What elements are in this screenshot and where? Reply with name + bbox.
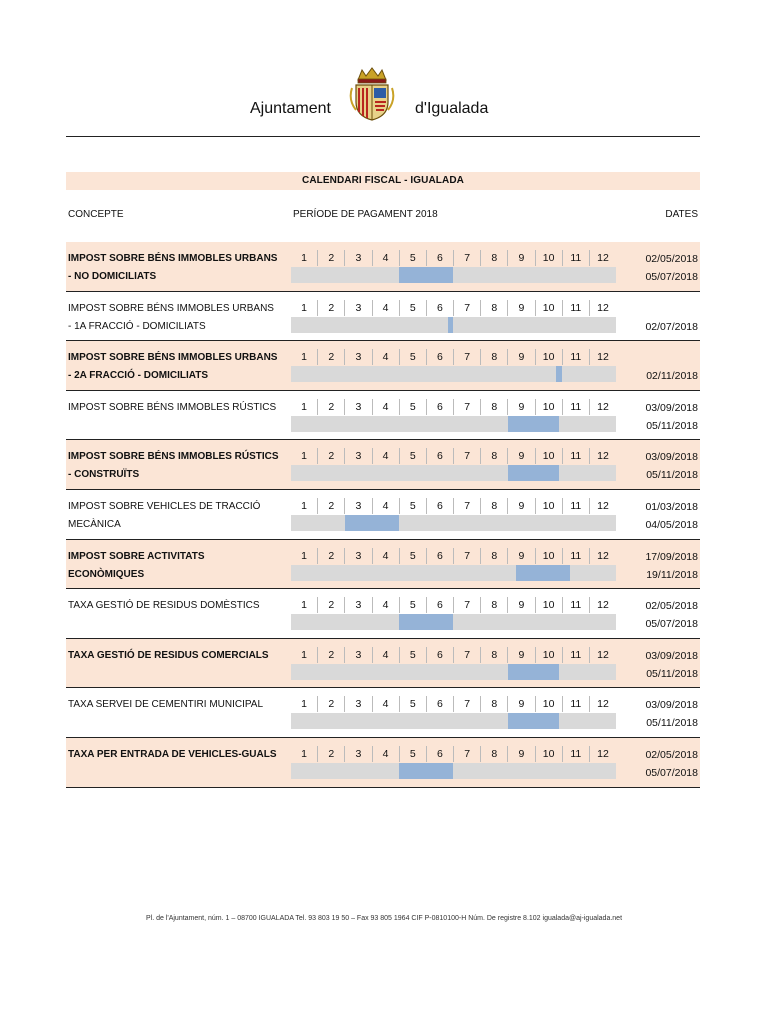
footer-address: Pl. de l'Ajuntament, núm. 1 – 08700 IGUALADA Tel. 93 803 19 50 – Fax 93 805 1964 CIF P-0810100-H Núm. De registre 8.102 igualada@aj-igualada.net <box>145 915 623 922</box>
month-label: 10 <box>536 597 563 613</box>
month-label: 11 <box>563 498 590 514</box>
month-label: 2 <box>318 548 345 564</box>
payment-period-track <box>291 267 616 283</box>
payment-dates: 02/11/2018 <box>646 370 698 383</box>
month-label: 3 <box>345 250 372 266</box>
month-label: 6 <box>427 250 454 266</box>
municipal-logo <box>250 66 520 126</box>
month-label: 9 <box>508 399 535 415</box>
tax-concept: IMPOST SOBRE BÉNS IMMOBLES RÚSTICS <box>68 401 277 413</box>
payment-dates: 03/09/2018 05/11/2018 <box>645 451 698 482</box>
month-label: 9 <box>508 448 535 464</box>
month-label: 6 <box>427 746 454 762</box>
month-label: 11 <box>563 548 590 564</box>
table-row <box>66 688 700 738</box>
month-label: 9 <box>508 647 535 663</box>
month-label: 6 <box>427 349 454 365</box>
tax-concept: IMPOST SOBRE ACTIVITATS ECONÒMIQUES <box>68 550 205 580</box>
payment-period-track <box>291 565 616 581</box>
month-label: 4 <box>373 399 400 415</box>
month-label: 10 <box>536 448 563 464</box>
column-header-dates: DATES <box>665 209 698 220</box>
payment-period-track <box>291 664 616 680</box>
payment-period-track <box>291 515 616 531</box>
month-label: 9 <box>508 349 535 365</box>
month-label: 5 <box>400 647 427 663</box>
payment-period-bar <box>508 713 559 729</box>
month-label: 6 <box>427 498 454 514</box>
month-label: 7 <box>454 647 481 663</box>
month-label: 1 <box>291 746 318 762</box>
table-row <box>66 341 700 391</box>
month-label: 2 <box>318 250 345 266</box>
month-label: 9 <box>508 696 535 712</box>
month-label: 4 <box>373 448 400 464</box>
month-label: 11 <box>563 647 590 663</box>
month-label: 9 <box>508 250 535 266</box>
payment-dates: 03/09/2018 05/11/2018 <box>645 649 698 680</box>
month-scale <box>291 399 616 415</box>
month-label: 11 <box>563 448 590 464</box>
month-label: 4 <box>373 349 400 365</box>
table-row <box>66 490 700 540</box>
month-label: 2 <box>318 300 345 316</box>
month-label: 9 <box>508 548 535 564</box>
month-scale <box>291 448 616 464</box>
month-scale <box>291 647 616 663</box>
month-label: 2 <box>318 399 345 415</box>
month-label: 2 <box>318 746 345 762</box>
month-label: 8 <box>481 746 508 762</box>
brand-text-right: d'Igualada <box>415 100 489 117</box>
tax-concept: IMPOST SOBRE VEHICLES DE TRACCIÓ MECÀNICA <box>68 500 261 530</box>
month-label: 9 <box>508 746 535 762</box>
month-label: 9 <box>508 498 535 514</box>
month-label: 2 <box>318 349 345 365</box>
month-label: 5 <box>400 300 427 316</box>
month-label: 4 <box>373 498 400 514</box>
month-label: 3 <box>345 498 372 514</box>
payment-dates: 17/09/2018 19/11/2018 <box>645 550 698 581</box>
month-label: 3 <box>345 399 372 415</box>
tax-concept: TAXA SERVEI DE CEMENTIRI MUNICIPAL <box>68 699 264 711</box>
payment-period-bar <box>556 366 561 382</box>
month-label: 7 <box>454 498 481 514</box>
payment-period-track <box>291 713 616 729</box>
month-label: 7 <box>454 548 481 564</box>
month-label: 7 <box>454 399 481 415</box>
month-label: 11 <box>563 696 590 712</box>
month-label: 12 <box>597 351 609 364</box>
month-label: 10 <box>536 746 563 762</box>
month-scale <box>291 250 616 266</box>
month-label: 12 <box>597 400 609 413</box>
month-label: 7 <box>454 250 481 266</box>
payment-period-bar <box>399 614 453 630</box>
month-label: 6 <box>427 399 454 415</box>
column-header-concept: CONCEPTE <box>68 209 124 220</box>
month-label: 12 <box>597 301 609 314</box>
month-label: 12 <box>597 450 609 463</box>
month-scale <box>291 498 616 514</box>
payment-period-bar <box>508 416 559 432</box>
month-label: 9 <box>508 597 535 613</box>
month-label: 11 <box>563 349 590 365</box>
month-label: 8 <box>481 647 508 663</box>
month-label: 8 <box>481 399 508 415</box>
table-row <box>66 440 700 490</box>
month-scale <box>291 746 616 762</box>
month-label: 12 <box>597 252 609 264</box>
payment-period-bar <box>399 763 453 779</box>
table-row <box>66 540 700 590</box>
month-label: 6 <box>427 448 454 464</box>
payment-period-track <box>291 763 616 779</box>
month-label: 12 <box>597 599 609 612</box>
payment-dates: 02/05/2018 05/07/2018 <box>645 600 698 631</box>
payment-period-track <box>291 366 616 382</box>
payment-period-bar <box>516 565 570 581</box>
month-label: 5 <box>400 597 427 613</box>
month-label: 11 <box>563 597 590 613</box>
month-label: 8 <box>481 448 508 464</box>
month-label: 8 <box>481 498 508 514</box>
month-label: 3 <box>345 548 372 564</box>
month-label: 7 <box>454 696 481 712</box>
month-label: 2 <box>318 597 345 613</box>
month-label: 7 <box>454 300 481 316</box>
table-row <box>66 589 700 639</box>
month-label: 3 <box>345 647 372 663</box>
payment-period-bar <box>399 267 453 283</box>
month-label: 7 <box>454 597 481 613</box>
tax-concept: IMPOST SOBRE BÉNS IMMOBLES RÚSTICS - CONSTRUÏTS <box>68 451 279 481</box>
month-scale <box>291 696 616 712</box>
month-label: 2 <box>318 448 345 464</box>
month-scale <box>291 597 616 613</box>
month-label: 5 <box>400 548 427 564</box>
table-row <box>66 639 700 689</box>
header-divider <box>66 136 700 137</box>
month-label: 8 <box>481 548 508 564</box>
month-scale <box>291 300 616 316</box>
month-label: 4 <box>373 300 400 316</box>
month-scale <box>291 548 616 564</box>
month-label: 3 <box>345 300 372 316</box>
month-label: 10 <box>536 300 563 316</box>
month-label: 5 <box>400 250 427 266</box>
month-label: 8 <box>481 597 508 613</box>
payment-period-track <box>291 416 616 432</box>
table-row <box>66 292 700 342</box>
month-label: 1 <box>291 250 318 266</box>
month-label: 6 <box>427 647 454 663</box>
brand-text-left: Ajuntament <box>250 100 331 117</box>
month-label: 1 <box>291 448 318 464</box>
month-label: 6 <box>427 548 454 564</box>
payment-period-track <box>291 614 616 630</box>
payment-dates: 01/03/2018 04/05/2018 <box>645 500 698 531</box>
month-label: 1 <box>291 498 318 514</box>
month-label: 3 <box>345 746 372 762</box>
month-label: 10 <box>536 349 563 365</box>
month-label: 1 <box>291 696 318 712</box>
month-label: 3 <box>345 349 372 365</box>
tax-concept: IMPOST SOBRE BÉNS IMMOBLES URBANS - 1A FRACCIÓ - DOMICILIATS <box>68 302 274 332</box>
month-label: 5 <box>400 399 427 415</box>
month-label: 4 <box>373 696 400 712</box>
payment-dates: 02/07/2018 <box>645 320 698 333</box>
column-header-period: PERÍODE DE PAGAMENT 2018 <box>293 209 438 220</box>
tax-concept: TAXA GESTIÓ DE RESIDUS COMERCIALS <box>68 649 269 661</box>
month-label: 5 <box>400 746 427 762</box>
month-label: 11 <box>563 746 590 762</box>
page-title: CALENDARI FISCAL - IGUALADA <box>66 172 700 190</box>
payment-dates: 02/05/2018 05/07/2018 <box>645 253 698 283</box>
table-row <box>66 391 700 441</box>
tax-concept: IMPOST SOBRE BÉNS IMMOBLES URBANS - NO DOMICILIATS <box>68 253 278 282</box>
month-label: 4 <box>373 548 400 564</box>
month-label: 11 <box>563 250 590 266</box>
month-label: 5 <box>400 349 427 365</box>
payment-period-bar <box>345 515 399 531</box>
month-label: 12 <box>597 499 609 512</box>
month-label: 4 <box>373 746 400 762</box>
month-label: 6 <box>427 597 454 613</box>
month-label: 5 <box>400 498 427 514</box>
tax-concept: TAXA GESTIÓ DE RESIDUS DOMÈSTICS <box>68 600 260 612</box>
month-label: 10 <box>536 548 563 564</box>
month-label: 5 <box>400 696 427 712</box>
fiscal-calendar-table <box>66 242 700 788</box>
month-label: 1 <box>291 597 318 613</box>
month-label: 12 <box>597 698 609 711</box>
tax-concept: IMPOST SOBRE BÉNS IMMOBLES URBANS - 2A FRACCIÓ - DOMICILIATS <box>68 352 278 382</box>
coat-of-arms-icon <box>348 66 396 122</box>
month-label: 8 <box>481 696 508 712</box>
month-label: 7 <box>454 349 481 365</box>
payment-period-track <box>291 465 616 481</box>
month-label: 2 <box>318 696 345 712</box>
month-label: 4 <box>373 250 400 266</box>
tax-concept: TAXA PER ENTRADA DE VEHICLES-GUALS <box>68 748 277 760</box>
month-label: 3 <box>345 696 372 712</box>
month-label: 6 <box>427 696 454 712</box>
month-label: 1 <box>291 300 318 316</box>
payment-period-bar <box>508 465 559 481</box>
month-label: 1 <box>291 349 318 365</box>
month-label: 5 <box>400 448 427 464</box>
month-label: 2 <box>318 647 345 663</box>
month-label: 10 <box>536 498 563 514</box>
month-label: 3 <box>345 448 372 464</box>
month-label: 6 <box>427 300 454 316</box>
month-label: 8 <box>481 349 508 365</box>
month-label: 10 <box>536 647 563 663</box>
month-label: 1 <box>291 399 318 415</box>
table-row <box>66 242 700 292</box>
payment-period-bar <box>448 317 453 333</box>
month-label: 4 <box>373 597 400 613</box>
month-label: 4 <box>373 647 400 663</box>
month-label: 7 <box>454 448 481 464</box>
month-label: 11 <box>563 399 590 415</box>
month-label: 10 <box>536 399 563 415</box>
payment-dates: 03/09/2018 05/11/2018 <box>645 699 698 730</box>
payment-dates: 03/09/2018 05/11/2018 <box>645 401 698 432</box>
month-label: 9 <box>508 300 535 316</box>
payment-period-track <box>291 317 616 333</box>
month-label: 3 <box>345 597 372 613</box>
month-label: 8 <box>481 250 508 266</box>
payment-period-bar <box>508 664 559 680</box>
payment-dates: 02/05/2018 05/07/2018 <box>645 748 698 779</box>
month-label: 1 <box>291 548 318 564</box>
table-row <box>66 738 700 788</box>
month-label: 12 <box>597 747 609 760</box>
month-label: 7 <box>454 746 481 762</box>
month-label: 2 <box>318 498 345 514</box>
month-label: 1 <box>291 647 318 663</box>
month-label: 12 <box>597 648 609 661</box>
month-scale <box>291 349 616 365</box>
month-label: 10 <box>536 696 563 712</box>
month-label: 11 <box>563 300 590 316</box>
month-label: 8 <box>481 300 508 316</box>
month-label: 12 <box>597 549 609 562</box>
month-label: 10 <box>536 250 563 266</box>
